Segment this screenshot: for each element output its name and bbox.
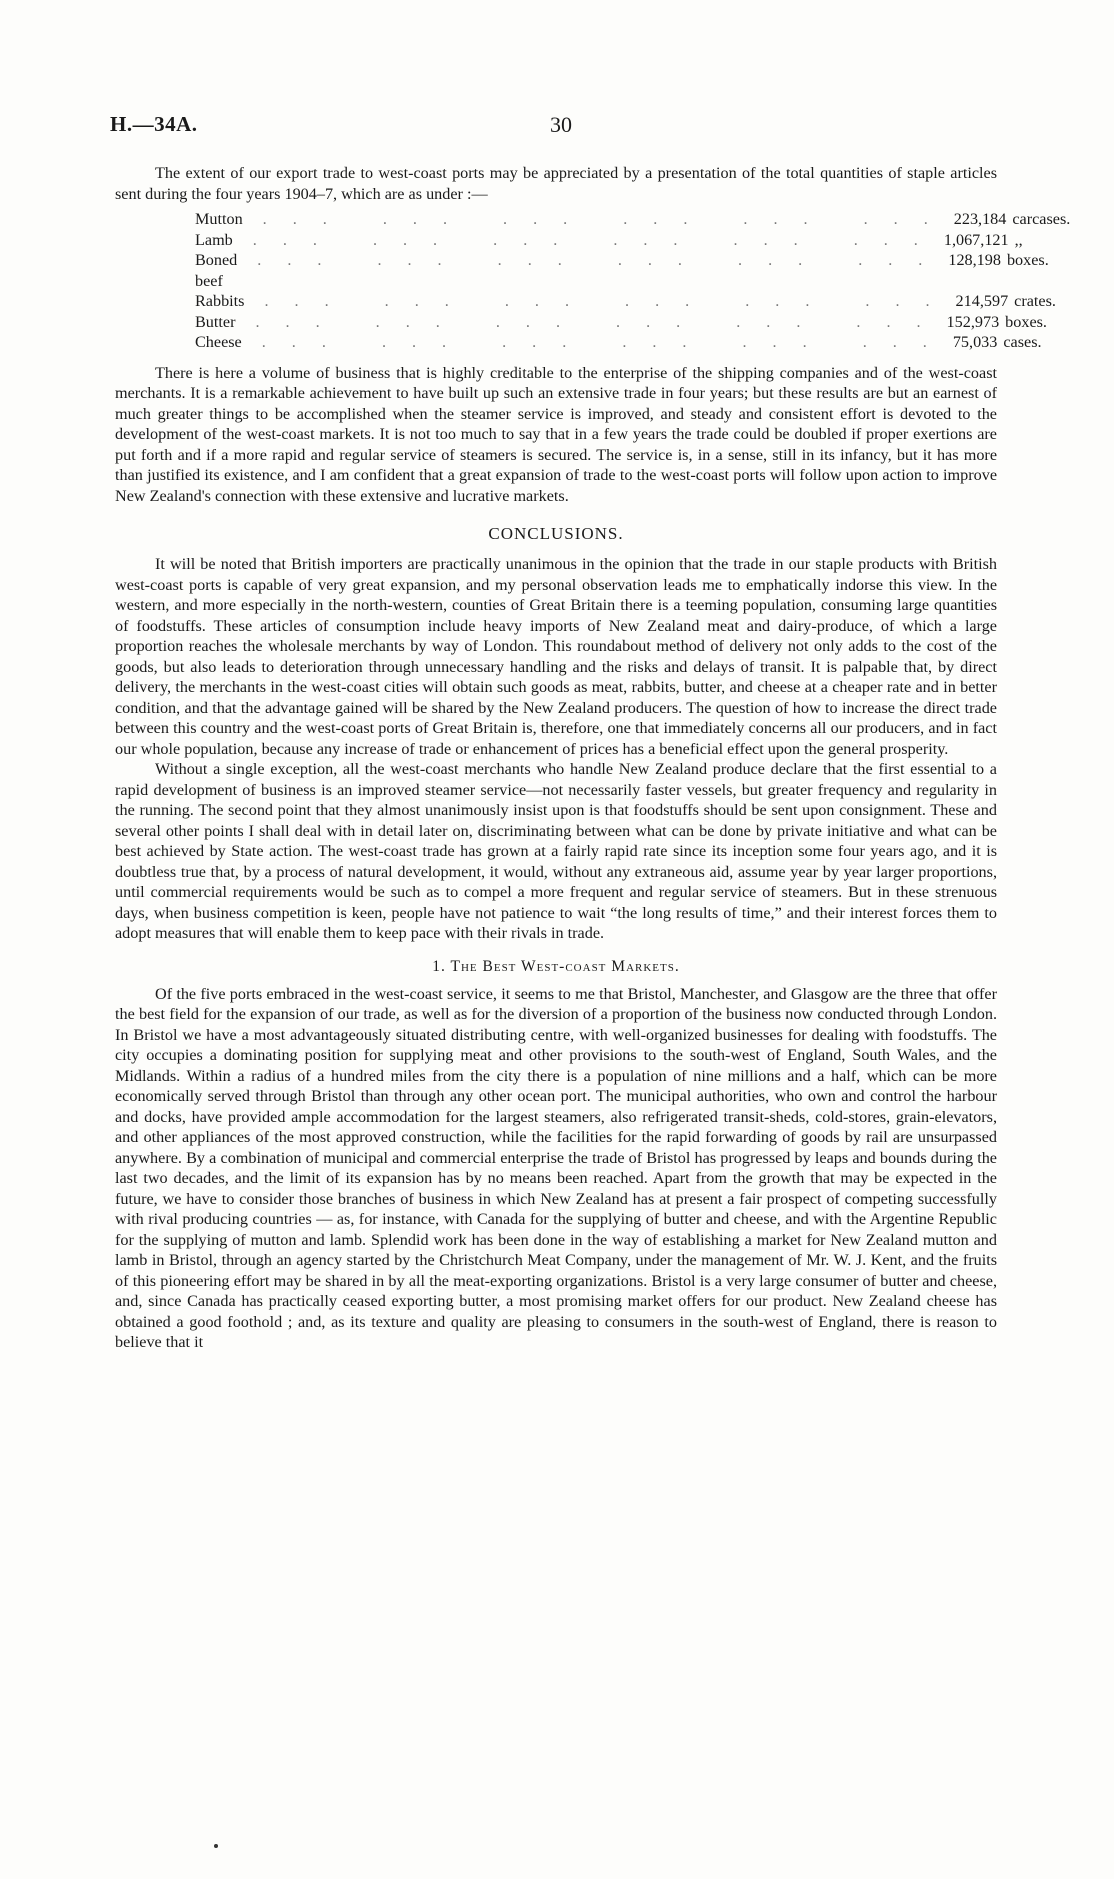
page-number: 30 [550, 112, 572, 137]
quantity-value: 152,973 [946, 312, 1000, 331]
section-1-paragraph: Of the five ports embraced in the west-coast service, it seems to me that Bristol, Manchester, and Glasgow are the three that offer the best field for the expansion of our trade, as well as for the diversion of a proportion of the business now conducted through London. In Bristol we have a most advantageously situated distributing centre, with well-organized businesses for dealing with foodstuffs. The city occupies a dominating position for supplying meat and other provisions to the south-west of England, South Wales, and the Midlands. Within a radius of a hundred miles from the city there is a population of nine millions and a half, which can be more economically served through Bristol than through any other ocean port. The municipal authorities, who own and control the harbour and docks, have provided ample accommodation for the largest steamers, also refrigerated transit-sheds, cold-stores, grain-elevators, and other appliances of the most approved construction, while the facilities for the rapid forwarding of goods by rail are unsurpassed anywhere. By a combination of municipal and commercial enterprise the trade of Bristol has progressed by leaps and bounds during the last two decades, and the limit of its expansion has by no means been reached. Apart from the growth that may be expected in the future, we have to consider those branches of business in which New Zealand has at present a fair prospect of competing successfully with rival producing countries — as, for instance, with Canada for the supplying of butter and cheese, and with the Argentine Republic for the supplying of mutton and lamb. Splendid work has been done in the way of establishing a market for New Zealand mutton and lamb in Bristol, through an agency started by the Christchurch Meat Company, under the management of Mr. W. J. Kent, and the fruits of this pioneering effort may be shared in by all the meat-exporting organizations. Bristol is a very large consumer of butter and cheese, and, since Canada has practically ceased exporting butter, a most promising market offers for our product. New Zealand cheese has obtained a good foothold ; and, as its texture and quality are pleasing to consumers in the south-west of England, there is reason to believe that it [115, 984, 997, 1351]
leader-dots: ... ... ... ... ... ... [264, 292, 956, 310]
page-body [115, 163, 1071, 1353]
quantity-unit: carcases. [1012, 210, 1071, 228]
article-label: Lamb [195, 230, 233, 249]
conclusions-paragraph-1: It will be noted that British importers are practically unanimous in the opinion that the trade in our staple products with British west-coast ports is capable of very great expansion, and my personal observation leads me to emphatically indorse this view. In the western, and more especially in the north-western, counties of Great Britain there is a teeming population, consuming large quantities of foodstuffs. These articles of consumption include heavy imports of New Zealand meat and dairy-produce, of which a large proportion reaches the wholesale merchants by way of London. This roundabout method of delivery not only adds to the cost of the goods, but also leads to deterioration through unnecessary handling and the risks and delays of transit. It is palpable that, by direct delivery, the merchants in the west-coast cities will obtain such goods as meat, rabbits, butter, and cheese at a cheaper rate and in better condition, and that the advantage gained will be shared by the New Zealand producers. The question of how to increase the direct trade between this country and the west-coast ports of Great Britain is, therefore, one that immediately concerns all our producers, and in fact our whole population, because any increase of trade or enhancement of prices has a beneficial effect upon the general prosperity. [115, 555, 997, 758]
export-quantities-table [195, 209, 1071, 353]
quantity-unit: boxes. [1006, 251, 1049, 269]
table-row [195, 291, 1056, 312]
quantity-unit: ,, [1014, 230, 1023, 249]
article-label: Mutton [195, 210, 243, 228]
section-1-heading: 1. The Best West-coast Markets. [432, 957, 680, 975]
leader-dots: ... ... ... ... ... ... [257, 251, 949, 269]
quantity-unit: boxes. [1005, 312, 1047, 331]
conclusions-heading: CONCLUSIONS. [488, 524, 624, 543]
quantity-unit: cases. [1003, 333, 1042, 351]
quantity-value: 1,067,121 [943, 230, 1009, 249]
intro-paragraph: The extent of our export trade to west-coast ports may be appreciated by a presentation of the total quantities of staple articles sent during the four years 1904–7, which are as under :— [115, 164, 997, 203]
quantity-value: 128,198 [948, 251, 1001, 269]
conclusions-paragraph-2: Without a single exception, all the west-coast merchants who handle New Zealand produce declare that the first essential to a rapid development of business is an improved steamer service—not necessarily faster vessels, but greater frequency and regularity in the running. The second point that they almost unanimously insist upon is that foodstuffs should be sent upon consignment. These and several other points I shall deal with in detail later on, discriminating between what can be done by private initiative and what can be best achieved by State action. The west-coast trade has grown at a fairly rapid rate since its inception some four years ago, and it is doubtless true that, by a process of natural development, it would, without any extraneous aid, assume year by year larger proportions, until commercial requirements would be such as to compel a more frequent and regular service of steamers. But in these strenuous days, when business competition is keen, people have not patience to wait “the long results of time,” and their interest forces them to adopt measures that will enable them to keep pace with their rivals in trade. [115, 760, 997, 942]
table-row [195, 332, 1042, 353]
leader-dots: ... ... ... ... ... ... [252, 230, 944, 249]
article-label: Rabbits [195, 292, 245, 310]
page-header [110, 112, 990, 142]
table-row [195, 250, 1049, 291]
leader-dots: ... ... ... ... ... ... [255, 312, 947, 331]
table-row [195, 312, 1047, 333]
leader-dots: ... ... ... ... ... ... [262, 210, 954, 228]
article-label: Butter [195, 312, 236, 331]
article-label: Cheese [195, 333, 242, 351]
quantity-unit: crates. [1014, 292, 1056, 310]
table-row [195, 230, 1023, 251]
quantity-value: 223,184 [953, 210, 1007, 228]
report-reference: H.—34A. [110, 112, 198, 136]
article-label: Boned beef [195, 251, 238, 290]
quantity-value: 214,597 [955, 292, 1009, 310]
table-row [195, 209, 1071, 230]
leader-dots: ... ... ... ... ... ... [261, 333, 953, 351]
print-speck [214, 1844, 218, 1848]
quantity-value: 75,033 [952, 333, 998, 351]
volume-paragraph: There is here a volume of business that is highly creditable to the enterprise of the shipping companies and of the west-coast merchants. It is a remarkable achievement to have built up such an extensive trade in four years; but these results are but an earnest of much greater things to be accomplished when the steamer service is improved, and steady and consistent effort is devoted to the development of the west-coast markets. It is not too much to say that in a few years the trade could be doubled if proper exertions are put forth and if a more rapid and regular service of steamers is secured. The service is, in a sense, still in its infancy, but it has more than justified its existence, and I am confident that a great expansion of trade to the west-coast ports will follow upon action to improve New Zealand's connection with these extensive and lucrative markets. [115, 363, 997, 505]
